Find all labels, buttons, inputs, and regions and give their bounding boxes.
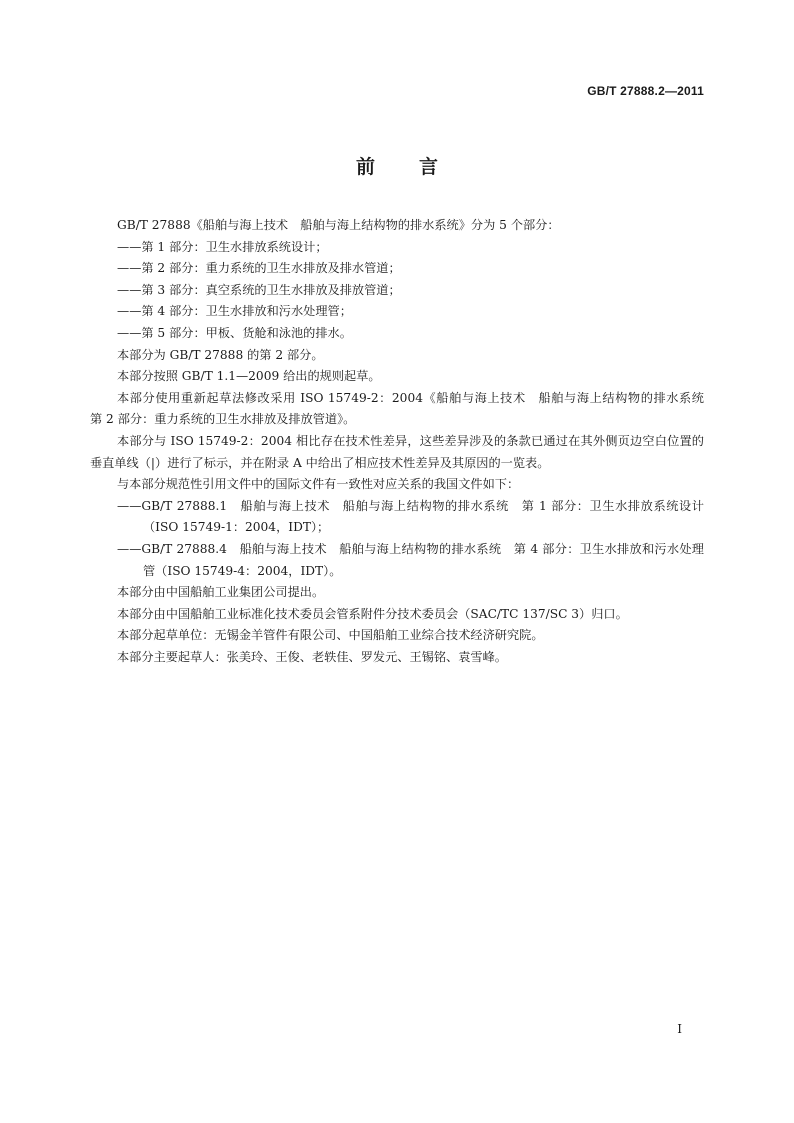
this-part-paragraph: 本部分为 GB/T 27888 的第 2 部分。: [117, 347, 324, 362]
drafting-units-paragraph: 本部分起草单位：无锡金羊管件有限公司、中国船舶工业综合技术经济研究院。: [117, 628, 544, 643]
adoption-paragraph: 本部分使用重新起草法修改采用 ISO 15749-2：2004《船舶与海上技术 船舶与海上结构物的排水系统 第 2 部分：重力系统的卫生水排放及排放管道》。: [90, 390, 717, 427]
drafters-paragraph: 本部分主要起草人：张美玲、王俊、老轶佳、罗发元、王锡铭、袁雪峰。: [117, 649, 507, 664]
part-list-item-2: ——第 2 部分：重力系统的卫生水排放及排水管道；: [117, 261, 401, 276]
administered-by-paragraph: 本部分由中国船舶工业标准化技术委员会管系附件分技术委员会（SAC/TC 137/SC 3）归口。: [117, 606, 628, 621]
standard-code: GB/T 27888.2—2011: [587, 84, 704, 98]
reference-item-1: ——GB/T 27888.1 船舶与海上技术 船舶与海上结构物的排水系统 第 1 部分：卫生水排放系统设计（ISO 15749-1：2004，IDT）；: [117, 498, 704, 535]
proposed-by-paragraph: 本部分由中国船舶工业集团公司提出。: [117, 585, 325, 600]
reference-item-4: ——GB/T 27888.4 船舶与海上技术 船舶与海上结构物的排水系统 第 4 部分：卫生水排放和污水处理管（ISO 15749-4：2004，IDT）。: [117, 541, 704, 578]
drafting-rules-paragraph: 本部分按照 GB/T 1.1—2009 给出的规则起草。: [117, 369, 381, 384]
page-title: 前言: [355, 156, 482, 178]
part-list-item-1: ——第 1 部分：卫生水排放系统设计；: [117, 239, 328, 254]
document-body: [90, 215, 717, 668]
part-list-item-4: ——第 4 部分：卫生水排放和污水处理管；: [117, 304, 352, 319]
differences-paragraph: 本部分与 ISO 15749-2：2004 相比存在技术性差异，这些差异涉及的条款已通过在其外侧页边空白位置的垂直单线（|）进行了标示，并在附录 A 中给出了相应技术性差异及其原因的一览表。: [90, 433, 704, 470]
correspondence-intro-paragraph: 与本部分规范性引用文件中的国际文件有一致性对应关系的我国文件如下：: [117, 477, 520, 492]
intro-paragraph: GB/T 27888《船舶与海上技术 船舶与海上结构物的排水系统》分为 5 个部分：: [117, 218, 560, 232]
page-number: I: [677, 1022, 682, 1036]
part-list-item-5: ——第 5 部分：甲板、货舱和泳池的排水。: [117, 325, 352, 340]
part-list-item-3: ——第 3 部分：真空系统的卫生水排放及排放管道；: [117, 282, 401, 297]
